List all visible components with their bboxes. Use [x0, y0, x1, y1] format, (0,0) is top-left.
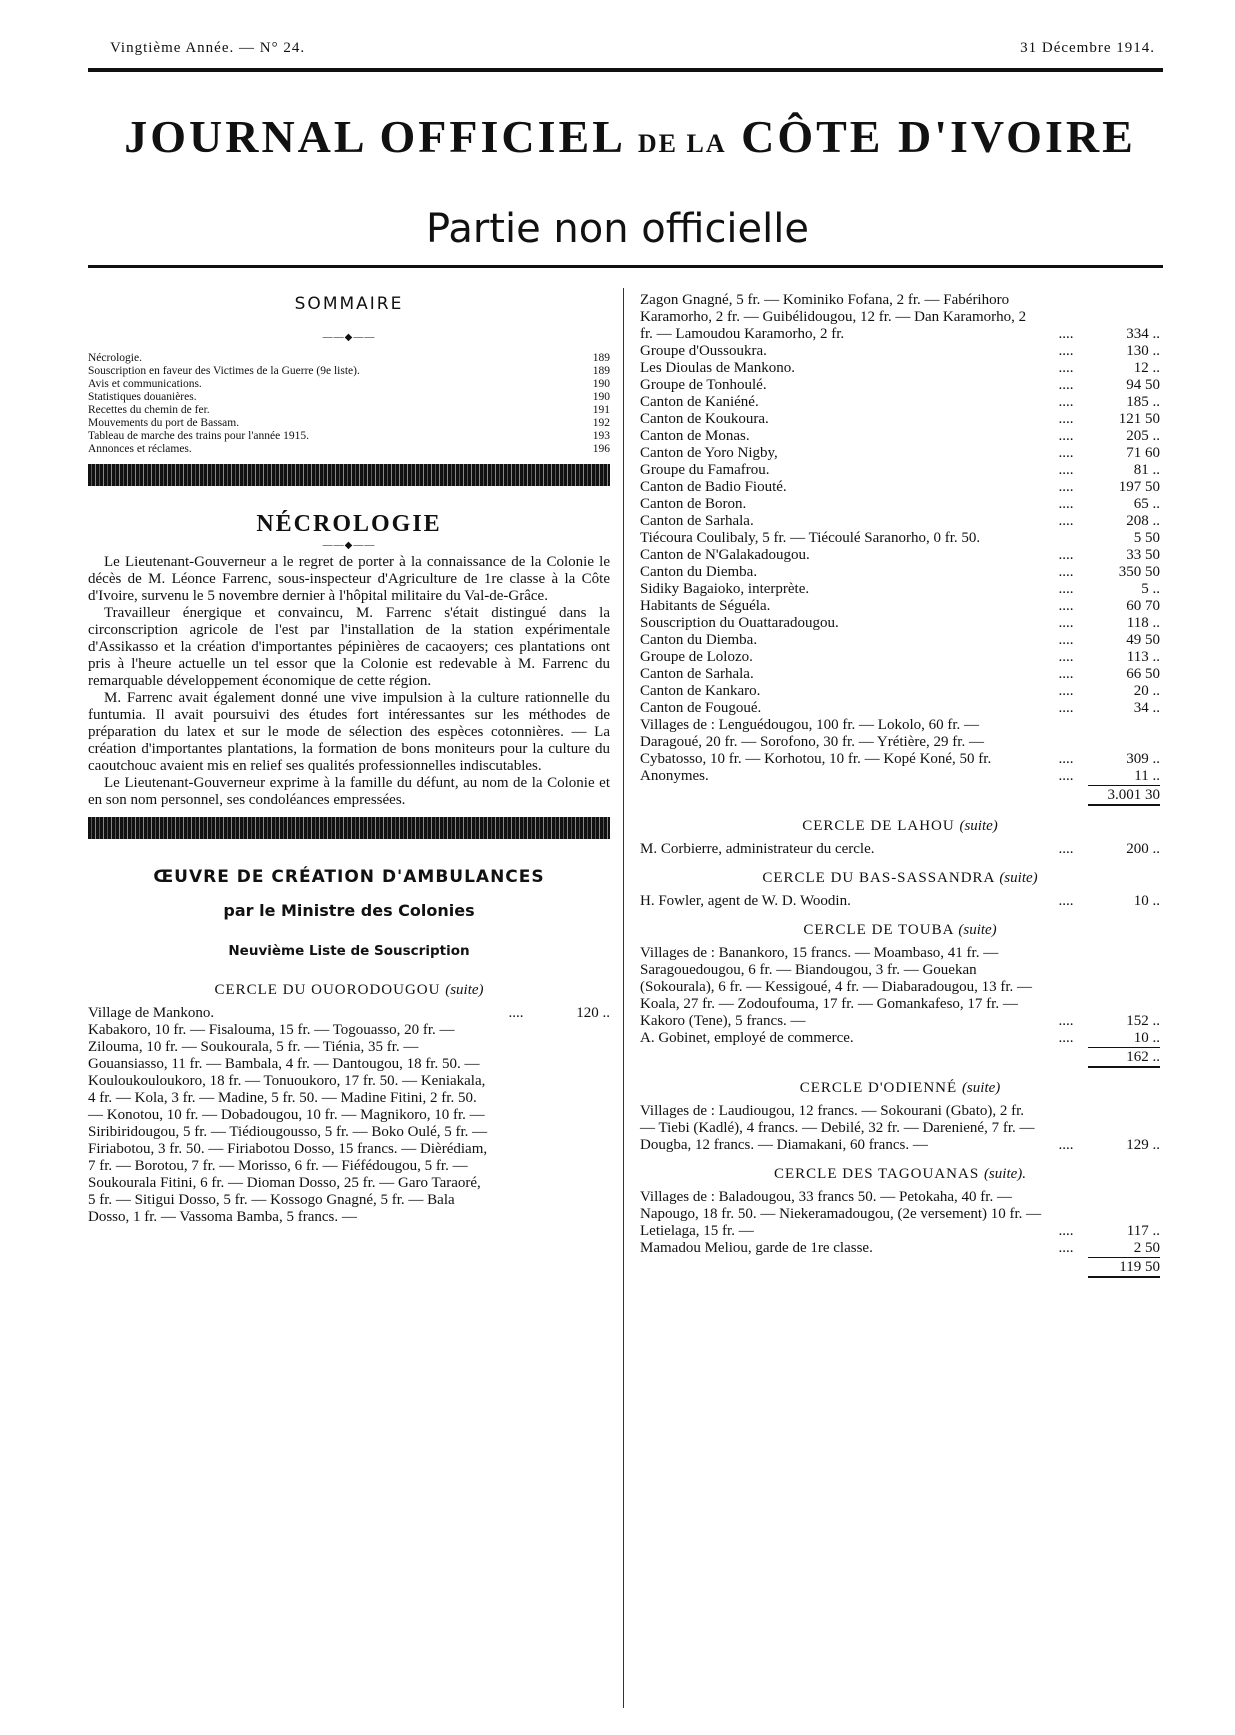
necrologie-paragraph: Le Lieutenant-Gouverneur a le regret de porter à la connaissance de la Colonie le décès de M. Léonce Farrenc, sous-inspecteur d'Agriculture de 1re classe à la Côte d'Ivoire, survenu le 5 novembre dernier à l'hôpital militaire du Val-de-Grâce.: [88, 554, 610, 604]
toc-label: Nécrologie.: [88, 352, 142, 364]
entry-dots: ....: [1058, 615, 1074, 631]
entry-amount: 113 ..: [1126, 649, 1160, 665]
entry-text: Habitants de Séguéla.: [640, 598, 771, 614]
entry-text: Canton de Fougoué.: [640, 700, 762, 716]
entry-amount: 20 ..: [1133, 683, 1160, 699]
ornament-divider: ——◆——: [322, 540, 376, 551]
entry-dots: ....: [1058, 893, 1074, 909]
entry-text: Canton de Kankaro.: [640, 683, 761, 699]
toc-label: Avis et communications.: [88, 378, 202, 390]
cercle-total: 162 ..: [1088, 1047, 1160, 1068]
toc-row: [88, 417, 610, 430]
entry-text: Groupe d'Oussoukra.: [640, 343, 767, 359]
entry-amount: 12 ..: [1133, 360, 1160, 376]
entry-text: Groupe de Tonhoulé.: [640, 377, 767, 393]
entry-text: Sidiky Bagaioko, interprète.: [640, 581, 810, 597]
subscription-entry: [640, 1189, 1160, 1240]
toc-page: 192: [592, 417, 610, 429]
entry-text: Souscription du Ouattaradougou.: [640, 615, 839, 631]
oeuvre-subtitle: par le Ministre des Colonies: [223, 901, 475, 920]
subscription-entry: [640, 649, 1160, 666]
subscription-entry: [640, 343, 1160, 360]
subscription-entry: [640, 768, 1160, 785]
entry-dots: ....: [1058, 683, 1074, 699]
entry-dots: ....: [1058, 666, 1074, 682]
cercle-suite: (suite): [961, 1080, 1001, 1096]
necrologie-paragraph: Travailleur énergique et convaincu, M. Farrenc s'était distingué dans la circonscription agricole de l'est par l'installation de la station expérimentale d'Assikasso et la création d'importantes pépinières de cacaoyers; ces plantations ont pris à l'heure actuelle un tel essor que la Colonie est redevable à M. Farrenc du remarquable développement économique de cette région.: [88, 605, 610, 689]
masthead-connector: DE LA: [637, 129, 727, 158]
cercle-heading: [640, 1080, 1160, 1097]
entry-dots: ....: [1058, 462, 1074, 478]
entry-dots: ....: [1058, 411, 1074, 427]
cercle-sections: [640, 818, 1160, 1278]
subscription-entry: [640, 615, 1160, 632]
subscription-entry: [640, 893, 1160, 910]
entry-dots: ....: [1058, 377, 1074, 393]
cercle-suite: (suite): [445, 982, 484, 998]
subscription-entry: [640, 666, 1160, 683]
entry-amount: 49 50: [1126, 632, 1160, 648]
entry-amount: 71 60: [1126, 445, 1160, 461]
subscription-entry: [88, 1022, 610, 1226]
entry-amount: 117 ..: [1126, 1223, 1160, 1239]
subscription-entry: [640, 360, 1160, 377]
toc-page: 189: [592, 365, 610, 377]
cercle-suite: (suite): [959, 818, 998, 834]
cercle-suite: (suite).: [983, 1166, 1027, 1182]
entry-text: Canton de Sarhala.: [640, 513, 754, 529]
entry-amount: 350 50: [1118, 564, 1160, 580]
subscription-entry: [640, 292, 1160, 343]
masthead-title-1: JOURNAL OFFICIEL: [124, 111, 624, 162]
cercle-name: CERCLE DES TAGOUANAS: [773, 1166, 980, 1182]
section-subtitle: Partie non officielle: [426, 206, 809, 252]
cercle-name: CERCLE DU OUORODOUGOU: [214, 982, 441, 998]
entry-amount: 185 ..: [1126, 394, 1160, 410]
subscription-entry: [640, 945, 1160, 1030]
entry-amount: 65 ..: [1133, 496, 1160, 512]
entry-dots: ....: [1058, 326, 1074, 342]
entry-amount: 5 ..: [1141, 581, 1160, 597]
entry-dots: ....: [1058, 632, 1074, 648]
entry-amount: 205 ..: [1126, 428, 1160, 444]
toc-label: Souscription en faveur des Victimes de la Guerre (9e liste).: [88, 365, 360, 377]
entry-text: Canton de Monas.: [640, 428, 750, 444]
entry-dots: ....: [1058, 394, 1074, 410]
toc-label: Recettes du chemin de fer.: [88, 404, 210, 416]
entry-text: Canton du Diemba.: [640, 564, 758, 580]
entry-text: Les Dioulas de Mankono.: [640, 360, 795, 376]
subscription-entry: [640, 1103, 1160, 1154]
subscription-entry: [640, 462, 1160, 479]
entry-amount: 34 ..: [1133, 700, 1160, 716]
entry-amount: 60 70: [1126, 598, 1160, 614]
entry-text: Canton de Koukoura.: [640, 411, 769, 427]
subscription-entry: [88, 1005, 610, 1022]
cercle-heading: [640, 922, 1160, 939]
entry-dots: ....: [1058, 360, 1074, 376]
cercle-heading: [640, 818, 1160, 835]
entry-text: Tiécoura Coulibaly, 5 fr. — Tiécoulé Saranorho, 0 fr. 50.: [640, 530, 981, 546]
subscription-entry: [640, 377, 1160, 394]
oeuvre-title: ŒUVRE DE CRÉATION D'AMBULANCES: [153, 867, 545, 887]
cercle-name: CERCLE D'ODIENNÉ: [799, 1080, 958, 1096]
toc-row: [88, 430, 610, 443]
entry-dots: ....: [1058, 751, 1074, 767]
issue-number: Vingtième Année. — N° 24.: [110, 40, 306, 56]
cercle-name: CERCLE DE TOUBA: [803, 922, 954, 938]
entry-text: Groupe de Lolozo.: [640, 649, 753, 665]
toc-label: Statistiques douanières.: [88, 391, 197, 403]
entry-dots: ....: [1058, 841, 1074, 857]
necrologie-title: NÉCROLOGIE: [256, 511, 442, 537]
entry-amount: 130 ..: [1126, 343, 1160, 359]
entry-amount: 81 ..: [1133, 462, 1160, 478]
entry-amount: 152 ..: [1126, 1013, 1160, 1029]
entry-dots: ....: [1058, 343, 1074, 359]
toc-row: [88, 365, 610, 378]
entry-amount: 208 ..: [1126, 513, 1160, 529]
entry-text: Canton de Boron.: [640, 496, 747, 512]
toc-page: 189: [592, 352, 610, 364]
top-rule: [88, 68, 1163, 72]
entry-text: Groupe du Famafrou.: [640, 462, 770, 478]
subscription-entry: [640, 581, 1160, 598]
necrologie-paragraph: Le Lieutenant-Gouverneur exprime à la famille du défunt, au nom de la Colonie et en son nom personnel, ses condoléances empressées.: [88, 775, 610, 808]
cercle-total: 119 50: [1088, 1257, 1160, 1278]
entry-amount: 33 50: [1126, 547, 1160, 563]
sommaire-title: SOMMAIRE: [294, 294, 404, 314]
entry-dots: ....: [1058, 1137, 1074, 1153]
entry-dots: ....: [1058, 479, 1074, 495]
decorative-bar: [88, 817, 610, 839]
subscription-entry: [640, 683, 1160, 700]
subscription-entry: [640, 530, 1160, 547]
entry-dots: ....: [1058, 564, 1074, 580]
subtotal: 3.001 30: [1088, 785, 1160, 806]
subscription-entry: [640, 513, 1160, 530]
entry-text: Mamadou Meliou, garde de 1re classe.: [640, 1240, 873, 1256]
cercle-heading: [88, 982, 610, 999]
toc-row: [88, 378, 610, 391]
entry-text: Villages de : Laudiougou, 12 francs. — Sokourani (Gbato), 2 fr. — Tiebi (Kadlé), 4 francs. — Debilé, 32 fr. — Dareniené, 7 fr. — Dougba, 12 francs. — Diamakani, 60 francs. —: [640, 1103, 1035, 1153]
subtitle-rule: [88, 265, 1163, 268]
cercle-heading: [640, 1166, 1160, 1183]
subscription-entry: [640, 1030, 1160, 1047]
entry-amount: 66 50: [1126, 666, 1160, 682]
entry-amount: 120 ..: [576, 1005, 610, 1021]
toc-page: 190: [592, 391, 610, 403]
entry-text: Villages de : Banankoro, 15 francs. — Moambaso, 41 fr. — Saragouedougou, 6 fr. — Biandougou, 3 fr. — Gouekan (Sokourala), 6 fr. — Kessigoué, 4 fr. — Diabaradougou, 13 fr. — Koala, 27 fr. — Zodoufouma, 17 fr. — Gomankafeso, 17 fr. — Kakoro (Tene), 5 francs. —: [640, 945, 1033, 1029]
subscription-entry: [640, 479, 1160, 496]
entry-amount: 118 ..: [1126, 615, 1160, 631]
toc-row: [88, 443, 610, 456]
entry-text: M. Corbierre, administrateur du cercle.: [640, 841, 875, 857]
subscription-entry: [640, 394, 1160, 411]
entry-dots: ....: [1058, 598, 1074, 614]
toc-page: 196: [592, 443, 610, 455]
subscription-entry: [640, 564, 1160, 581]
entry-amount: 197 50: [1118, 479, 1160, 495]
entry-text: Villages de : Lenguédougou, 100 fr. — Lokolo, 60 fr. — Daragoué, 20 fr. — Sorofono, 30 fr. — Yrétière, 29 fr. — Cybatosso, 10 fr. — Korhotou, 10 fr. — Kopé Koné, 50 fr.: [640, 717, 992, 767]
entry-dots: ....: [1058, 581, 1074, 597]
entry-dots: ....: [1058, 1223, 1074, 1239]
issue-date: 31 Décembre 1914.: [1020, 40, 1155, 56]
subscription-entry: [640, 428, 1160, 445]
entry-amount: 5 50: [1133, 530, 1160, 546]
entry-amount: 334 ..: [1126, 326, 1160, 342]
toc-label: Tableau de marche des trains pour l'année 1915.: [88, 430, 309, 442]
toc-label: Mouvements du port de Bassam.: [88, 417, 240, 429]
table-of-contents: [88, 352, 610, 456]
left-column: [88, 296, 610, 1226]
entry-text: H. Fowler, agent de W. D. Woodin.: [640, 893, 851, 909]
subscription-entry: [640, 841, 1160, 858]
toc-label: Annonces et réclames.: [88, 443, 192, 455]
subscription-list: [88, 1005, 610, 1226]
subscription-list: [640, 292, 1160, 785]
ornament-divider: ——◆——: [322, 332, 376, 343]
entry-dots: ....: [1058, 700, 1074, 716]
toc-row: [88, 391, 610, 404]
masthead-title-2: CÔTE D'IVOIRE: [741, 111, 1136, 162]
subscription-entry: [640, 411, 1160, 428]
subscription-entry: [640, 598, 1160, 615]
entry-dots: ....: [1058, 1013, 1074, 1029]
toc-page: 191: [592, 404, 610, 416]
liste-title: Neuvième Liste de Souscription: [228, 943, 470, 959]
right-column: [640, 292, 1160, 1278]
toc-page: 193: [592, 430, 610, 442]
entry-text: Anonymes.: [640, 768, 709, 784]
necrologie-paragraph: M. Farrenc avait également donné une vive impulsion à la culture rationnelle du funtumia. Il avait poursuivi des études fort intéressantes sur les méthodes de préparation du latex et sur le mode de sélection des espèces cotonnières. — La création d'importantes plantations, la formation de bons moniteurs pour la culture du caoutchouc avaient mis en relief ses qualités professionnelles indiscutables.: [88, 690, 610, 774]
entry-dots: ....: [1058, 768, 1074, 784]
entry-dots: ....: [1058, 649, 1074, 665]
entry-text: Canton de Yoro Nigby,: [640, 445, 778, 461]
entry-text: Villages de : Baladougou, 33 francs 50. — Petokaha, 40 fr. — Napougo, 18 fr. 50. — Niekeramadougou, (2e versement) 10 fr. — Letielaga, 15 fr. —: [640, 1189, 1042, 1239]
entry-text: Canton de Sarhala.: [640, 666, 754, 682]
toc-row: [88, 404, 610, 417]
entry-dots: ....: [508, 1005, 524, 1021]
entry-amount: 94 50: [1126, 377, 1160, 393]
toc-row: [88, 352, 610, 365]
cercle-heading: [640, 870, 1160, 887]
entry-dots: ....: [1058, 496, 1074, 512]
entry-text: Zagon Gnagné, 5 fr. — Kominiko Fofana, 2 fr. — Fabérihoro Karamorho, 2 fr. — Guibélidougou, 12 fr. — Dan Karamorho, 2 fr. — Lamoudou Karamorho, 2 fr.: [640, 292, 1027, 342]
entry-text: Canton du Diemba.: [640, 632, 758, 648]
entry-dots: ....: [1058, 1030, 1074, 1046]
entry-dots: ....: [1058, 513, 1074, 529]
entry-amount: 129 ..: [1126, 1137, 1160, 1153]
subscription-entry: [640, 496, 1160, 513]
entry-amount: 121 50: [1118, 411, 1160, 427]
entry-text: Canton de N'Galakadougou.: [640, 547, 810, 563]
entry-dots: ....: [1058, 445, 1074, 461]
subscription-entry: [640, 717, 1160, 768]
entry-dots: ....: [1058, 1240, 1074, 1256]
entry-amount: 10 ..: [1133, 1030, 1160, 1046]
column-divider: [623, 288, 624, 1708]
toc-page: 190: [592, 378, 610, 390]
subscription-entry: [640, 1240, 1160, 1257]
entry-text: Canton de Kaniéné.: [640, 394, 759, 410]
entry-amount: 2 50: [1133, 1240, 1160, 1256]
cercle-name: CERCLE DU BAS-SASSANDRA: [762, 870, 995, 886]
subscription-entry: [640, 632, 1160, 649]
entry-text: A. Gobinet, employé de commerce.: [640, 1030, 854, 1046]
entry-amount: 11 ..: [1134, 768, 1160, 784]
entry-dots: ....: [1058, 547, 1074, 563]
necrologie-text: [88, 554, 610, 809]
subscription-entry: [640, 700, 1160, 717]
cercle-suite: (suite): [958, 922, 997, 938]
entry-dots: ....: [1058, 428, 1074, 444]
entry-amount: 309 ..: [1126, 751, 1160, 767]
entry-amount: 200 ..: [1126, 841, 1160, 857]
cercle-name: CERCLE DE LAHOU: [802, 818, 955, 834]
entry-text: Canton de Badio Fiouté.: [640, 479, 787, 495]
cercle-suite: (suite): [999, 870, 1038, 886]
subscription-entry: [640, 445, 1160, 462]
entry-text: Kabakoro, 10 fr. — Fisalouma, 15 fr. — Togouasso, 20 fr. — Zilouma, 10 fr. — Soukourala, 5 fr. — Tiénia, 35 fr. — Gouansiasso, 11 fr. — Bambala, 4 fr. — Dantougou, 18 fr. 50. — Kouloukouloukoro, 18 fr. — Tonuoukoro, 17 fr. 50. — Keniakala, 4 fr. — Kola, 3 fr. — Madine, 5 fr. 50. — Madine Fitini, 2 fr. 50. — Konotou, 10 fr. — Dobadougou, 10 fr. — Magnikoro, 10 fr. — Siribiridougou, 5 fr. — Tiédiougousso, 5 fr. — Boko Oulé, 5 fr. — Firiabotou, 3 fr. 50. — Firiabotou Dosso, 15 francs. — Dièrédiam, 7 fr. — Borotou, 7 fr. — Morisso, 6 fr. — Fiéfédougou, 5 fr. — Soukourala Fitini, 6 fr. — Dioman Dosso, 25 fr. — Garo Taraoré, 5 fr. — Sitigui Dosso, 5 fr. — Kossogo Gnagné, 5 fr. — Bala Dosso, 1 fr. — Vassoma Bamba, 5 francs. —: [88, 1022, 488, 1225]
subscription-entry: [640, 547, 1160, 564]
entry-text: Village de Mankono.: [88, 1005, 215, 1021]
decorative-bar: [88, 464, 610, 486]
masthead: [90, 110, 1170, 163]
entry-amount: 10 ..: [1133, 893, 1160, 909]
